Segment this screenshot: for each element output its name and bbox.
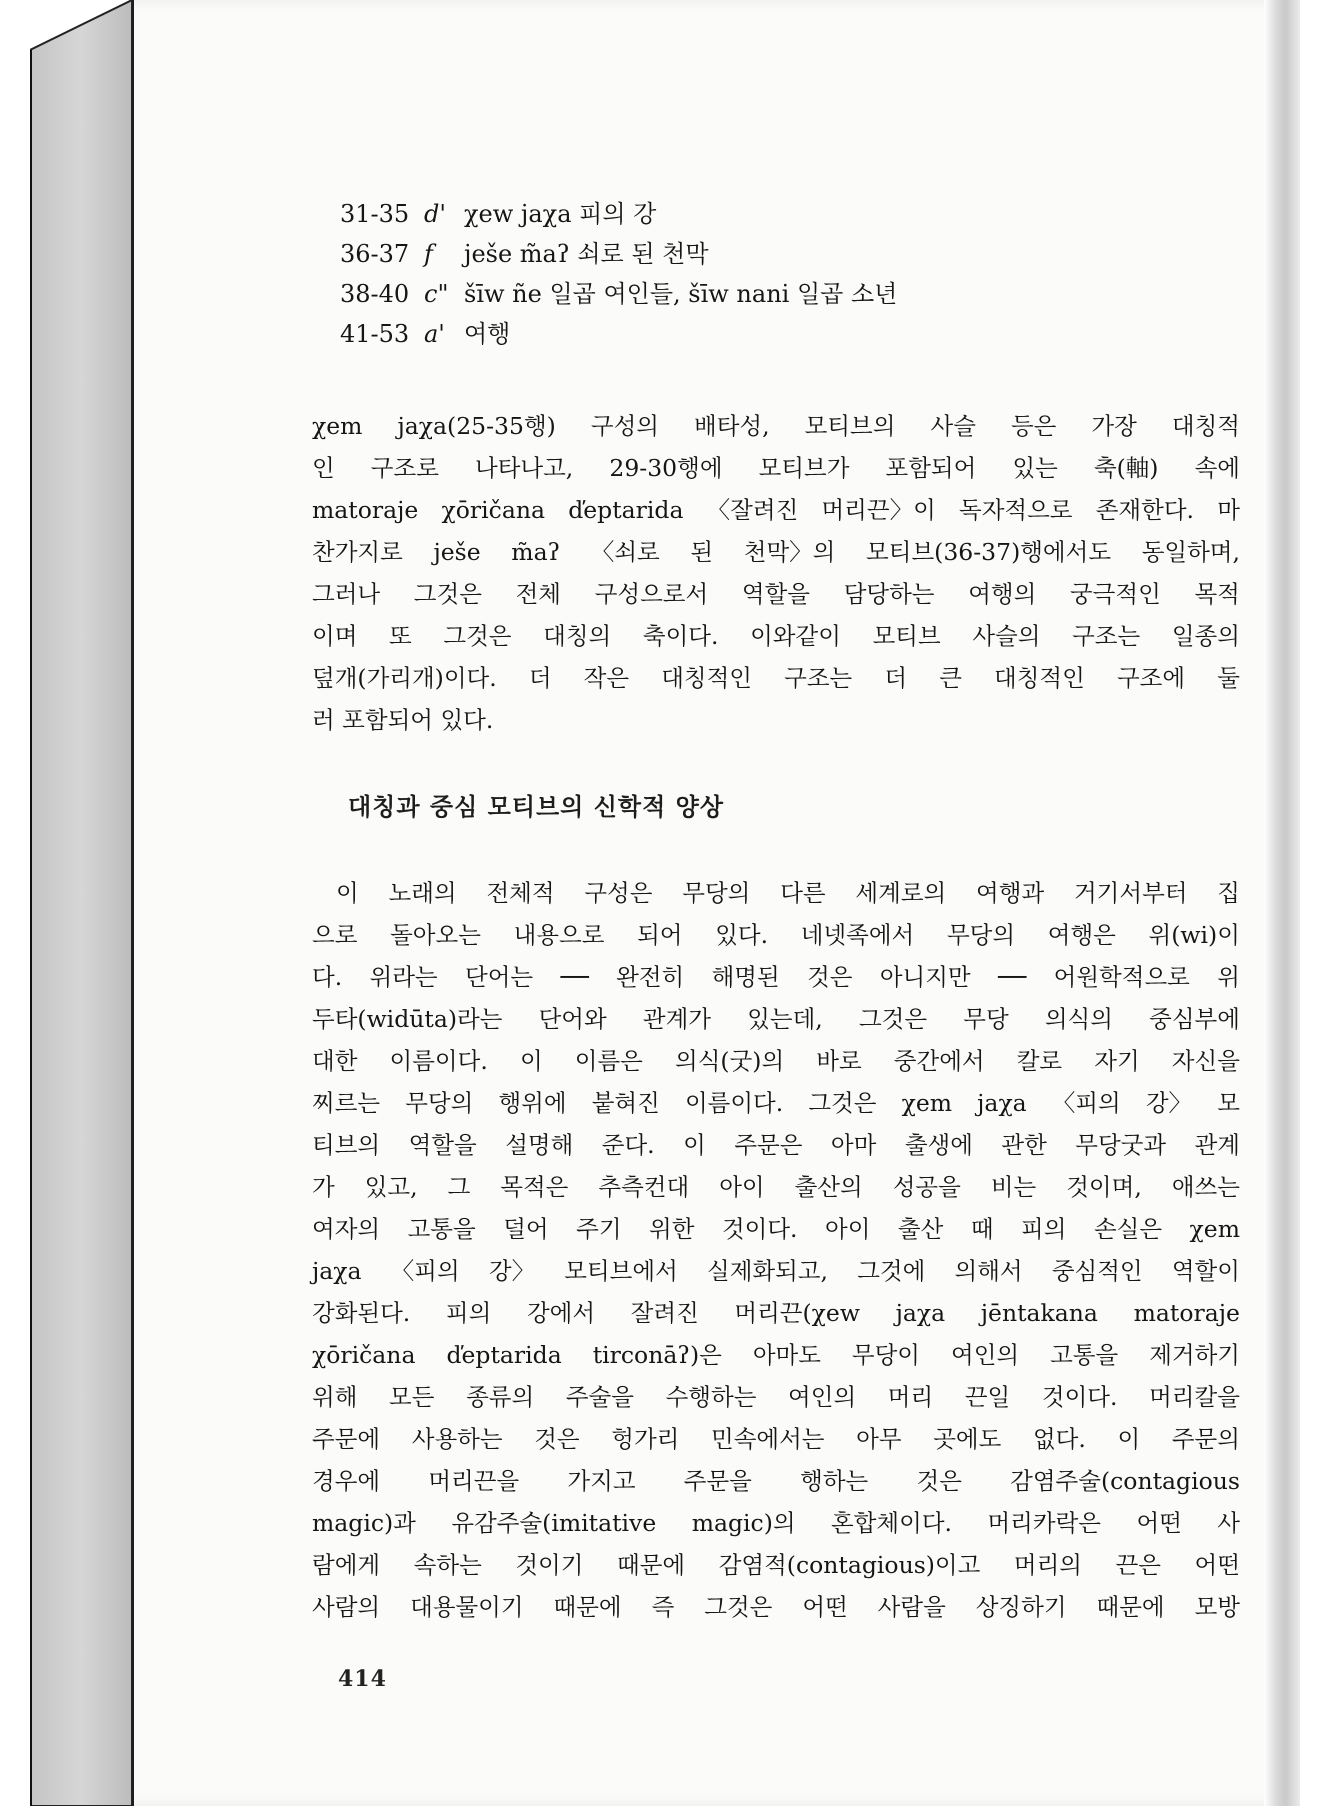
text-line: 이 노래의 전체적 구성은 무당의 다른 세계로의 여행과 거기서부터 집 — [336, 879, 1240, 907]
text-line: 인 구조로 나타나고, 29-30행에 모티브가 포함되어 있는 축(軸) 속에 — [312, 454, 1240, 482]
text-line: 여자의 고통을 덜어 주기 위한 것이다. 아이 출산 때 피의 손실은 χem — [312, 1215, 1240, 1243]
list-item-text: 여행 — [464, 320, 511, 348]
list-item — [340, 234, 1300, 274]
text-line: 덮개(가리개)이다. 더 작은 대칭적인 구조는 더 큰 대칭적인 구조에 둘 — [312, 664, 1240, 692]
text-line: χōričana ďeptarida tirconāʔ)은 아마도 무당이 여인의 고통을 제거하기 — [312, 1341, 1240, 1369]
list-item-code: f — [424, 240, 433, 268]
list-item-text: χew jaχa 피의 강 — [464, 200, 657, 228]
text-line: 으로 돌아오는 내용으로 되어 있다. 네넷족에서 무당의 여행은 위(wi)이 — [312, 921, 1240, 949]
text-line: 대한 이름이다. 이 이름은 의식(굿)의 바로 중간에서 칼로 자기 자신을 — [312, 1047, 1240, 1075]
text-line: magic)과 유감주술(imitative magic)의 혼합체이다. 머리카락은 어떤 사 — [312, 1509, 1240, 1537]
list-item-code: d' — [424, 200, 446, 228]
book-spine-side — [30, 0, 140, 1806]
list-item-text: šīw ñe 일곱 여인들, šīw nani 일곱 소년 — [464, 280, 898, 308]
text-line: 러 포함되어 있다. — [312, 706, 494, 734]
list-item-number: 36-37 — [340, 240, 410, 268]
list-item-code: a' — [424, 320, 445, 348]
text-line: 위해 모든 종류의 주술을 수행하는 여인의 머리 끈일 것이다. 머리칼을 — [312, 1383, 1240, 1411]
list-item-number: 31-35 — [340, 200, 410, 228]
line-reference-list — [340, 194, 1300, 354]
list-item — [340, 274, 1300, 314]
list-item-text: ješe m̃aʔ 쇠로 된 천막 — [464, 240, 709, 268]
text-line: 경우에 머리끈을 가지고 주문을 행하는 것은 감염주술(contagious — [312, 1467, 1240, 1495]
body-paragraph — [312, 405, 1240, 741]
text-line: χem jaχa(25-35행) 구성의 배타성, 모티브의 사슬 등은 가장 대칭적 — [312, 412, 1240, 440]
list-item — [340, 194, 1300, 234]
text-line: 강화된다. 피의 강에서 잘려진 머리끈(χew jaχa jēntakana matoraje — [312, 1299, 1240, 1327]
list-item-number: 38-40 — [340, 280, 410, 308]
section-heading: 대칭과 중심 모티브의 신학적 양상 — [348, 793, 724, 821]
text-line: jaχa 〈피의 강〉 모티브에서 실제화되고, 그것에 의해서 중심적인 역할이 — [312, 1257, 1240, 1285]
text-line: 람에게 속하는 것이기 때문에 감염적(contagious)이고 머리의 끈은 어떤 — [312, 1551, 1240, 1579]
text-line: 그러나 그것은 전체 구성으로서 역할을 담당하는 여행의 궁극적인 목적 — [312, 580, 1240, 608]
text-line: 사람의 대용물이기 때문에 즉 그것은 어떤 사람을 상징하기 때문에 모방 — [312, 1593, 1240, 1621]
text-line: 가 있고, 그 목적은 추측컨대 아이 출산의 성공을 비는 것이며, 애쓰는 — [312, 1173, 1240, 1201]
text-line: 찬가지로 ješe m̃aʔ 〈쇠로 된 천막〉의 모티브(36-37)행에서도 동일하며, — [312, 538, 1240, 566]
body-paragraph — [312, 872, 1240, 1628]
text-line: 이며 또 그것은 대칭의 축이다. 이와같이 모티브 사슬의 구조는 일종의 — [312, 622, 1240, 650]
text-line: matoraje χōričana ďeptarida 〈잘려진 머리끈〉이 독자적으로 존재한다. 마 — [312, 496, 1240, 524]
text-line: 주문에 사용하는 것은 헝가리 민속에서는 아무 곳에도 없다. 이 주문의 — [312, 1425, 1240, 1453]
list-item-number: 41-53 — [340, 320, 410, 348]
text-line: 티브의 역할을 설명해 준다. 이 주문은 아마 출생에 관한 무당굿과 관계 — [312, 1131, 1240, 1159]
text-line: 다. 위라는 단어는 ── 완전히 해명된 것은 아니지만 ── 어원학적으로 위 — [312, 963, 1240, 991]
page-number: 414 — [338, 1666, 387, 1692]
list-item-code: c" — [424, 280, 449, 308]
text-line: 두타(widūta)라는 단어와 관계가 있는데, 그것은 무당 의식의 중심부에 — [312, 1005, 1240, 1033]
list-item — [340, 314, 1300, 354]
text-line: 찌르는 무당의 행위에 붙혀진 이름이다. 그것은 χem jaχa 〈피의 강〉 모 — [312, 1089, 1240, 1117]
book-spine-shape — [30, 0, 140, 1806]
